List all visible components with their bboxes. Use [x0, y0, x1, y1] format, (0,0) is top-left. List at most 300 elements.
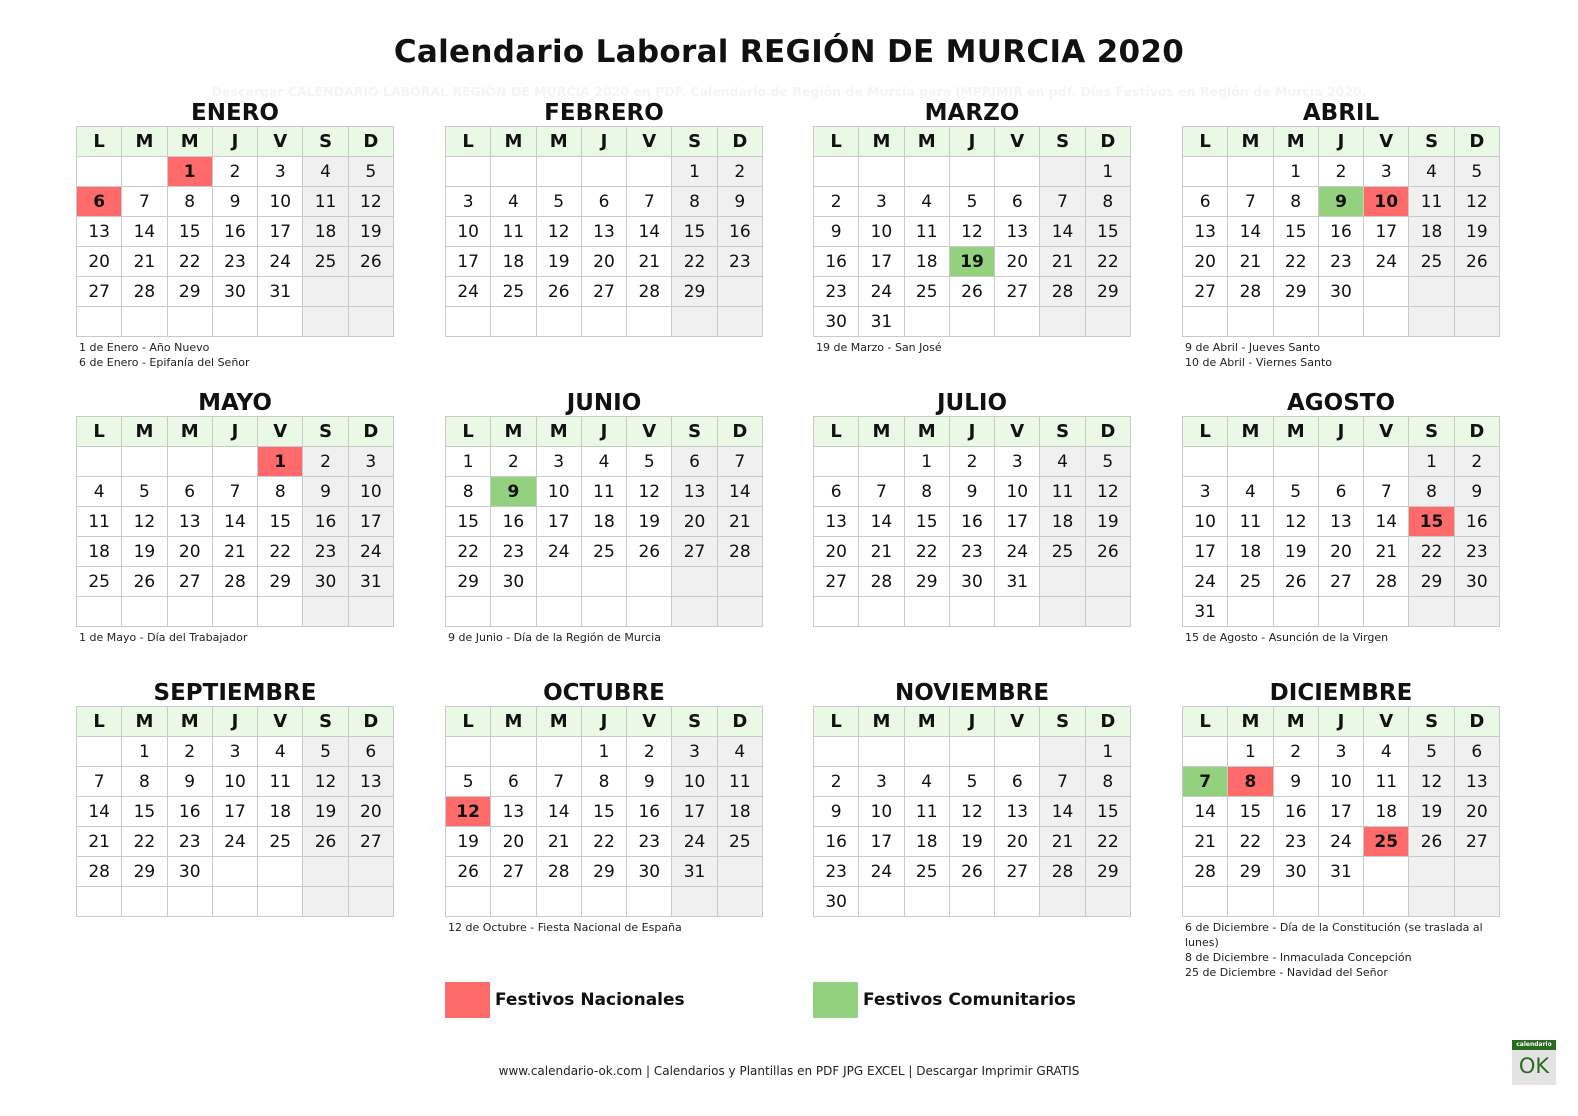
day-cell: 19 [348, 217, 393, 247]
day-cell: 27 [167, 567, 212, 597]
empty-cell [904, 307, 949, 337]
holiday-note: 10 de Abril - Viernes Santo [1185, 356, 1332, 369]
weekday-header: M [1273, 417, 1318, 447]
day-cell: 24 [995, 537, 1040, 567]
weekday-header: M [491, 707, 536, 737]
empty-cell [1040, 157, 1085, 187]
logo-ok-text: OK [1518, 1054, 1550, 1078]
month-octubre [445, 680, 763, 935]
week-row [446, 157, 763, 187]
weekday-header: S [1409, 417, 1454, 447]
empty-cell [258, 307, 303, 337]
empty-cell [1040, 887, 1085, 917]
empty-cell [1318, 887, 1363, 917]
holiday-notes [1182, 630, 1500, 645]
day-cell: 10 [536, 477, 581, 507]
day-cell: 3 [995, 447, 1040, 477]
month-title: AGOSTO [1286, 390, 1396, 416]
month-marzo [813, 100, 1131, 355]
day-cell: 9 [717, 187, 762, 217]
day-cell: 9 [303, 477, 348, 507]
day-cell: 28 [1040, 277, 1085, 307]
month-title: ABRIL [1302, 100, 1380, 126]
day-cell: 20 [672, 507, 717, 537]
weekday-header: M [167, 417, 212, 447]
empty-cell [949, 737, 994, 767]
day-cell: 16 [167, 797, 212, 827]
day-cell: 14 [1183, 797, 1228, 827]
day-cell: 17 [859, 247, 904, 277]
weekday-header: L [446, 127, 491, 157]
holiday-note: 12 de Octubre - Fiesta Nacional de España [448, 921, 682, 934]
day-cell: 21 [1040, 247, 1085, 277]
week-row [446, 277, 763, 307]
weekday-header: V [258, 417, 303, 447]
day-cell: 9 [212, 187, 257, 217]
day-cell-festivo-comunitario: 19 [949, 247, 994, 277]
day-cell: 7 [1040, 187, 1085, 217]
day-cell: 26 [446, 857, 491, 887]
day-cell: 17 [1318, 797, 1363, 827]
weekday-header: S [672, 707, 717, 737]
day-cell: 23 [1273, 827, 1318, 857]
day-cell: 30 [814, 887, 859, 917]
week-row [77, 857, 394, 887]
month-diciembre [1182, 680, 1500, 980]
empty-cell [1454, 887, 1499, 917]
legend-comunitario-swatch [813, 982, 858, 1018]
day-cell: 2 [814, 767, 859, 797]
day-cell: 29 [167, 277, 212, 307]
day-cell: 10 [258, 187, 303, 217]
day-cell: 13 [995, 217, 1040, 247]
day-cell: 4 [904, 187, 949, 217]
day-cell: 2 [212, 157, 257, 187]
week-row [814, 857, 1131, 887]
day-cell: 11 [303, 187, 348, 217]
day-cell: 12 [1454, 187, 1499, 217]
day-cell: 3 [212, 737, 257, 767]
empty-cell [122, 157, 167, 187]
day-cell-festivo-comunitario: 9 [1318, 187, 1363, 217]
weekday-header: M [1228, 127, 1273, 157]
day-cell: 25 [491, 277, 536, 307]
day-cell: 13 [1318, 507, 1363, 537]
week-row [1183, 187, 1500, 217]
week-row [446, 217, 763, 247]
empty-cell [122, 597, 167, 627]
empty-cell [1364, 307, 1409, 337]
empty-cell [717, 307, 762, 337]
day-cell: 4 [1040, 447, 1085, 477]
weekday-header: L [446, 707, 491, 737]
day-cell: 16 [212, 217, 257, 247]
holiday-note: 8 de Diciembre - Inmaculada Concepción [1185, 951, 1412, 964]
day-cell: 22 [446, 537, 491, 567]
day-cell: 9 [627, 767, 672, 797]
day-cell: 28 [627, 277, 672, 307]
empty-cell [995, 307, 1040, 337]
day-cell: 30 [303, 567, 348, 597]
empty-cell [348, 307, 393, 337]
day-cell: 15 [1273, 217, 1318, 247]
holiday-notes [76, 340, 394, 370]
day-cell: 25 [1228, 567, 1273, 597]
empty-cell [1273, 597, 1318, 627]
day-cell: 2 [167, 737, 212, 767]
month-table [1182, 706, 1500, 917]
empty-cell [1183, 307, 1228, 337]
weekday-header: L [814, 417, 859, 447]
day-cell: 21 [1364, 537, 1409, 567]
week-row [814, 217, 1131, 247]
empty-cell [212, 887, 257, 917]
day-cell: 13 [1454, 767, 1499, 797]
day-cell: 22 [672, 247, 717, 277]
day-cell: 24 [1183, 567, 1228, 597]
day-cell: 19 [446, 827, 491, 857]
day-cell: 11 [1409, 187, 1454, 217]
day-cell: 26 [1273, 567, 1318, 597]
day-cell: 7 [122, 187, 167, 217]
day-cell: 26 [348, 247, 393, 277]
holiday-notes [1182, 920, 1500, 980]
empty-cell [491, 737, 536, 767]
page-subtitle: Descargar CALENDARIO LABORAL REGIÓN DE MURCIA 2020 en PDF. Calendario de Región de Murcia para IMPRIMIR en pdf. Días Festivos en Región de Murcia 2020. [211, 84, 1367, 99]
empty-cell [536, 597, 581, 627]
day-cell: 29 [122, 857, 167, 887]
day-cell: 16 [627, 797, 672, 827]
day-cell: 19 [536, 247, 581, 277]
weekday-header: D [1085, 417, 1130, 447]
day-cell: 5 [536, 187, 581, 217]
weekday-header: S [1040, 127, 1085, 157]
day-cell: 16 [1273, 797, 1318, 827]
month-title: FEBRERO [544, 100, 664, 126]
week-row [814, 477, 1131, 507]
day-cell: 25 [904, 857, 949, 887]
weekday-header: J [1318, 417, 1363, 447]
empty-cell [212, 857, 257, 887]
day-cell: 17 [995, 507, 1040, 537]
empty-cell [122, 307, 167, 337]
day-cell: 25 [581, 537, 626, 567]
month-table [1182, 126, 1500, 337]
day-cell: 25 [303, 247, 348, 277]
day-cell: 6 [1318, 477, 1363, 507]
month-table [1182, 416, 1500, 627]
weekday-header: M [1273, 707, 1318, 737]
weekday-header-row [814, 707, 1131, 737]
weekday-header: S [303, 417, 348, 447]
empty-cell [627, 307, 672, 337]
day-cell: 26 [1454, 247, 1499, 277]
day-cell: 17 [258, 217, 303, 247]
day-cell: 24 [212, 827, 257, 857]
empty-cell [717, 857, 762, 887]
month-title: NOVIEMBRE [894, 680, 1050, 706]
week-row [446, 827, 763, 857]
empty-cell [904, 737, 949, 767]
empty-cell [167, 307, 212, 337]
weekday-header: V [995, 707, 1040, 737]
empty-cell [1409, 597, 1454, 627]
day-cell: 29 [581, 857, 626, 887]
day-cell: 11 [491, 217, 536, 247]
day-cell: 12 [1409, 767, 1454, 797]
day-cell: 8 [167, 187, 212, 217]
day-cell: 5 [949, 187, 994, 217]
empty-cell [672, 887, 717, 917]
day-cell: 10 [1183, 507, 1228, 537]
day-cell: 9 [1454, 477, 1499, 507]
week-row [446, 597, 763, 627]
empty-cell [627, 597, 672, 627]
day-cell: 1 [446, 447, 491, 477]
empty-cell [1364, 277, 1409, 307]
empty-cell [1364, 447, 1409, 477]
day-cell: 17 [446, 247, 491, 277]
day-cell: 17 [672, 797, 717, 827]
day-cell: 27 [672, 537, 717, 567]
holiday-notes [76, 630, 394, 645]
day-cell: 22 [1228, 827, 1273, 857]
empty-cell [581, 887, 626, 917]
empty-cell [446, 307, 491, 337]
holiday-notes [813, 340, 1131, 355]
weekday-header: J [212, 417, 257, 447]
day-cell: 28 [122, 277, 167, 307]
weekday-header: L [1183, 417, 1228, 447]
weekday-header: M [491, 127, 536, 157]
weekday-header: M [1273, 127, 1318, 157]
day-cell: 19 [122, 537, 167, 567]
empty-cell [1228, 157, 1273, 187]
empty-cell [446, 737, 491, 767]
month-septiembre [76, 680, 394, 920]
day-cell: 17 [536, 507, 581, 537]
day-cell: 26 [627, 537, 672, 567]
day-cell: 15 [904, 507, 949, 537]
day-cell: 1 [904, 447, 949, 477]
day-cell: 6 [672, 447, 717, 477]
day-cell: 29 [1085, 277, 1130, 307]
day-cell: 30 [1318, 277, 1363, 307]
empty-cell [995, 737, 1040, 767]
weekday-header: S [303, 127, 348, 157]
weekday-header: M [536, 127, 581, 157]
day-cell: 5 [1085, 447, 1130, 477]
month-table [813, 706, 1131, 917]
day-cell: 10 [859, 217, 904, 247]
day-cell: 5 [303, 737, 348, 767]
day-cell: 7 [627, 187, 672, 217]
week-row [77, 307, 394, 337]
week-row [446, 477, 763, 507]
day-cell: 2 [1318, 157, 1363, 187]
empty-cell [348, 887, 393, 917]
weekday-header: M [904, 127, 949, 157]
empty-cell [212, 447, 257, 477]
week-row [77, 247, 394, 277]
day-cell: 30 [1273, 857, 1318, 887]
day-cell: 6 [167, 477, 212, 507]
day-cell-festivo-comunitario: 7 [1183, 767, 1228, 797]
week-row [77, 887, 394, 917]
empty-cell [814, 737, 859, 767]
day-cell: 2 [1454, 447, 1499, 477]
day-cell: 5 [627, 447, 672, 477]
empty-cell [814, 157, 859, 187]
day-cell: 14 [1040, 217, 1085, 247]
logo-top-text: calendario [1512, 1040, 1556, 1050]
month-table [813, 416, 1131, 627]
weekday-header: D [1454, 127, 1499, 157]
day-cell: 22 [1273, 247, 1318, 277]
day-cell: 29 [1409, 567, 1454, 597]
empty-cell [1085, 887, 1130, 917]
weekday-header: D [1085, 127, 1130, 157]
weekday-header: M [122, 417, 167, 447]
day-cell: 26 [949, 857, 994, 887]
day-cell: 14 [77, 797, 122, 827]
empty-cell [949, 307, 994, 337]
day-cell: 15 [258, 507, 303, 537]
day-cell: 8 [672, 187, 717, 217]
weekday-header: D [1454, 417, 1499, 447]
month-table [76, 706, 394, 917]
week-row [446, 247, 763, 277]
week-row [446, 447, 763, 477]
day-cell: 19 [303, 797, 348, 827]
day-cell: 27 [77, 277, 122, 307]
holiday-note: 15 de Agosto - Asunción de la Virgen [1185, 631, 1389, 644]
weekday-header-row [1183, 127, 1500, 157]
day-cell: 25 [1409, 247, 1454, 277]
weekday-header: D [348, 417, 393, 447]
weekday-header: V [1364, 417, 1409, 447]
holiday-note: 25 de Diciembre - Navidad del Señor [1185, 966, 1388, 979]
day-cell-festivo-nacional: 6 [77, 187, 122, 217]
day-cell: 12 [122, 507, 167, 537]
empty-cell [904, 887, 949, 917]
day-cell: 8 [581, 767, 626, 797]
day-cell: 23 [949, 537, 994, 567]
day-cell: 29 [1273, 277, 1318, 307]
day-cell: 6 [995, 187, 1040, 217]
empty-cell [949, 887, 994, 917]
day-cell: 29 [258, 567, 303, 597]
day-cell: 12 [348, 187, 393, 217]
day-cell: 24 [536, 537, 581, 567]
day-cell: 22 [258, 537, 303, 567]
empty-cell [303, 307, 348, 337]
weekday-header: J [212, 707, 257, 737]
month-mayo [76, 390, 394, 645]
legend-nacional-swatch [445, 982, 490, 1018]
week-row [1183, 887, 1500, 917]
empty-cell [1273, 307, 1318, 337]
day-cell: 20 [348, 797, 393, 827]
month-title: SEPTIEMBRE [153, 680, 317, 706]
weekday-header: M [167, 127, 212, 157]
weekday-header: J [581, 417, 626, 447]
day-cell: 11 [1228, 507, 1273, 537]
week-row [1183, 827, 1500, 857]
day-cell: 14 [717, 477, 762, 507]
month-noviembre [813, 680, 1131, 920]
day-cell: 3 [1183, 477, 1228, 507]
weekday-header: J [581, 707, 626, 737]
day-cell: 4 [904, 767, 949, 797]
day-cell: 27 [1318, 567, 1363, 597]
empty-cell [1409, 307, 1454, 337]
month-table [813, 126, 1131, 337]
weekday-header: J [949, 127, 994, 157]
day-cell: 13 [1183, 217, 1228, 247]
empty-cell [348, 277, 393, 307]
day-cell: 4 [1409, 157, 1454, 187]
day-cell: 31 [859, 307, 904, 337]
day-cell: 22 [1085, 247, 1130, 277]
weekday-header: S [672, 417, 717, 447]
day-cell: 14 [1364, 507, 1409, 537]
week-row [814, 567, 1131, 597]
day-cell: 3 [258, 157, 303, 187]
day-cell: 19 [627, 507, 672, 537]
week-row [77, 827, 394, 857]
week-row [77, 217, 394, 247]
holiday-notes [445, 630, 763, 645]
day-cell: 15 [1228, 797, 1273, 827]
weekday-header: S [1409, 707, 1454, 737]
day-cell: 21 [77, 827, 122, 857]
day-cell: 11 [904, 217, 949, 247]
day-cell: 21 [122, 247, 167, 277]
weekday-header: M [167, 707, 212, 737]
weekday-header-row [446, 707, 763, 737]
day-cell: 3 [1318, 737, 1363, 767]
holiday-notes [445, 920, 763, 935]
footer-text[interactable]: www.calendario-ok.com | Calendarios y Plantillas en PDF JPG EXCEL | Descargar Imprimir GRATIS [498, 1064, 1080, 1078]
weekday-header: D [1085, 707, 1130, 737]
empty-cell [1183, 737, 1228, 767]
week-row [1183, 307, 1500, 337]
day-cell: 6 [581, 187, 626, 217]
weekday-header-row [77, 127, 394, 157]
empty-cell [1409, 887, 1454, 917]
day-cell: 29 [446, 567, 491, 597]
day-cell: 16 [303, 507, 348, 537]
day-cell: 25 [904, 277, 949, 307]
empty-cell [1409, 277, 1454, 307]
weekday-header: L [1183, 127, 1228, 157]
day-cell: 27 [491, 857, 536, 887]
empty-cell [672, 307, 717, 337]
day-cell: 5 [949, 767, 994, 797]
day-cell: 28 [1183, 857, 1228, 887]
empty-cell [1454, 857, 1499, 887]
empty-cell [77, 447, 122, 477]
day-cell: 10 [995, 477, 1040, 507]
week-row [77, 477, 394, 507]
day-cell: 25 [258, 827, 303, 857]
day-cell: 3 [446, 187, 491, 217]
day-cell: 30 [949, 567, 994, 597]
day-cell: 7 [77, 767, 122, 797]
day-cell: 14 [122, 217, 167, 247]
day-cell: 4 [1364, 737, 1409, 767]
